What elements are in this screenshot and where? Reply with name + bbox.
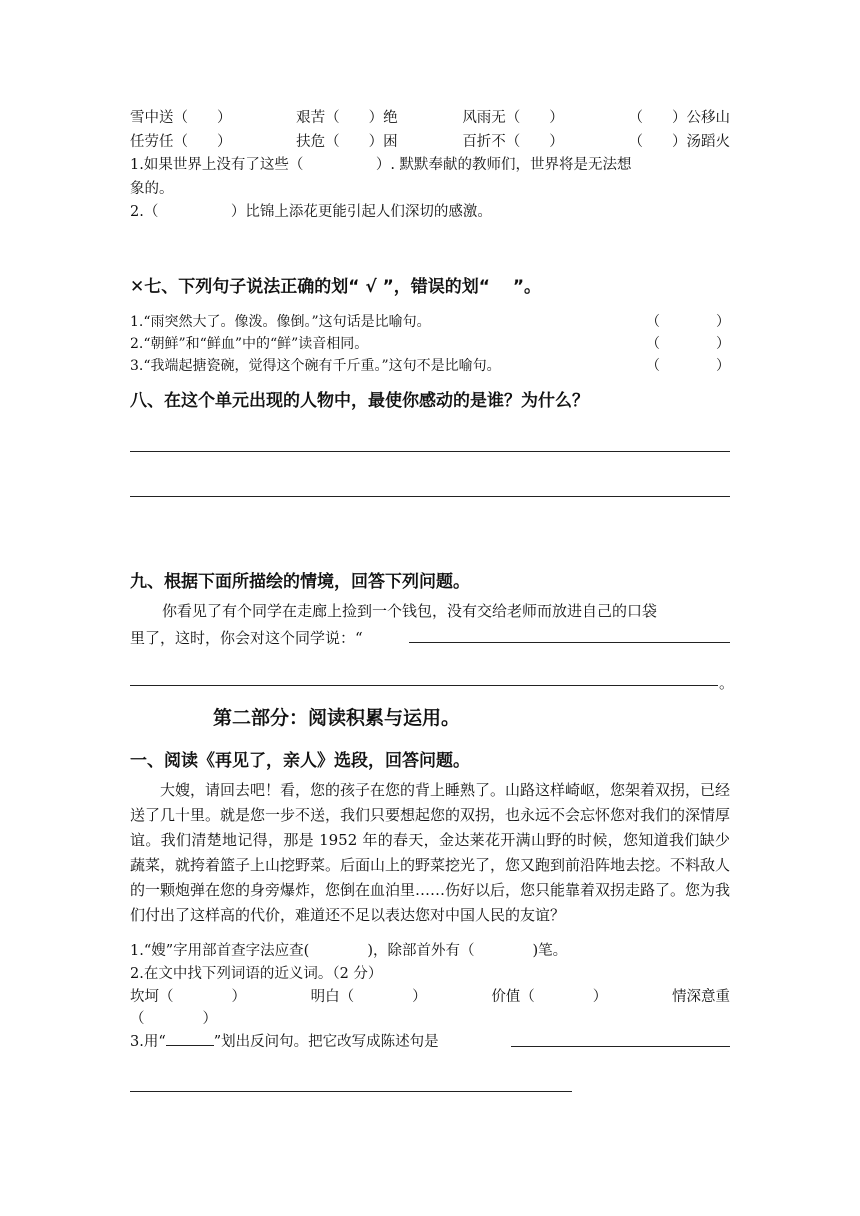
section-7-heading: ✕七、下列句子说法正确的划“ √ ”，错误的划“ ”。 — [130, 277, 542, 297]
idiom-item: 任劳任（ ） — [130, 134, 232, 150]
synonym-item: 价值（ ） — [491, 989, 608, 1005]
idiom-item: 雪中送（ ） — [130, 110, 232, 126]
end-mark: 。 — [719, 674, 735, 692]
part-2-title: 第二部分：阅读积累与运用。 — [213, 707, 461, 729]
synonym-item: 情深意重 — [671, 989, 730, 1005]
answer-line[interactable] — [130, 685, 718, 686]
answer-line[interactable] — [409, 642, 730, 643]
judge-item-2: 2.“朝鲜”和“鲜血”中的“鲜”读音相同。 — [130, 336, 369, 352]
reading-question-2: 2.在文中找下列词语的近义词。（2 分） — [130, 966, 383, 982]
reading-question-3 — [130, 1030, 439, 1051]
idiom-sentence-2: 2.（ ）比锦上添花更能引起人们深切的感激。 — [130, 204, 492, 220]
reading-passage: 大嫂，请回去吧！看，您的孩子在您的背上睡熟了。山路这样崎岖，您架着双拐，已经送了几十里。就是您一步不送，我们只要想起您的双拐，也永远不会忘怀您对我们的深情厚谊。我们清楚地记得，那是 1952 年的春天，金达莱花开满山野的时候，您知道我们缺少蔬菜，就挎着篮子上山挖野菜。后面山上的野菜挖光了，您又跑到前沿阵地去挖。不料敌人的一颗炮弹在您的身旁爆炸，您倒在血泊里……伤好以后，您只能靠着双拐走路了。您为我们付出了这样高的代价，难道还不足以表达您对中国人民的友谊？ — [130, 781, 731, 924]
answer-paren[interactable]: （ ） — [646, 336, 730, 352]
idiom-item: （ ）公移山 — [628, 110, 730, 126]
synonym-row — [130, 985, 730, 1006]
idiom-item: 百折不（ ） — [462, 134, 564, 150]
answer-line[interactable] — [130, 451, 730, 452]
reading-question-1: 1.“嫂”字用部首查字法应查( )，除部首外有（ )笔。 — [130, 943, 568, 959]
synonym-item: 坎坷（ ） — [130, 989, 246, 1005]
scenario-line-1: 你看见了有个同学在走廊上捡到一个钱包，没有交给老师而放进自己的口袋 — [162, 602, 658, 620]
idiom-item: 艰苦（ ）绝 — [296, 110, 398, 126]
answer-line[interactable] — [130, 496, 730, 497]
answer-line[interactable] — [511, 1046, 730, 1047]
idiom-sentence-1b: 象的。 — [130, 181, 174, 197]
judge-item-3: 3.“我端起搪瓷碗，觉得这个碗有千斤重。”这句不是比喻句。 — [130, 358, 501, 374]
section-9-heading: 九、根据下面所描绘的情境，回答下列问题。 — [130, 572, 470, 592]
answer-paren[interactable]: （ ） — [646, 358, 730, 374]
underline-sample — [166, 1033, 214, 1046]
scenario-line-2: 里了，这时，你会对这个同学说：“ — [130, 629, 363, 647]
synonym-item: 明白（ ） — [310, 989, 427, 1005]
section-8-heading: 八、在这个单元出现的人物中，最使你感动的是谁？为什么？ — [130, 391, 589, 411]
answer-paren[interactable]: （ ） — [646, 314, 730, 330]
question-3-part-b: ”划出反问句。把它改写成陈述句是 — [213, 1034, 439, 1050]
idiom-row-2 — [130, 130, 730, 151]
synonym-item: （ ） — [130, 1011, 217, 1027]
idiom-sentence-1a: 1.如果世界上没有了这些（ ）. 默默奉献的教师们，世界将是无法想 — [130, 157, 632, 173]
idiom-item: （ ）汤蹈火 — [628, 134, 730, 150]
judge-item-1: 1.“雨突然大了。像泼。像倒。”这句话是比喻句。 — [130, 314, 431, 330]
idiom-row-1 — [130, 106, 730, 127]
idiom-item: 扶危（ ）困 — [296, 134, 398, 150]
idiom-item: 风雨无（ ） — [462, 110, 564, 126]
reading-heading: 一、阅读《再见了，亲人》选段，回答问题。 — [130, 751, 470, 771]
question-3-part-a: 3.用“ — [130, 1034, 166, 1050]
answer-line[interactable] — [130, 1091, 572, 1092]
